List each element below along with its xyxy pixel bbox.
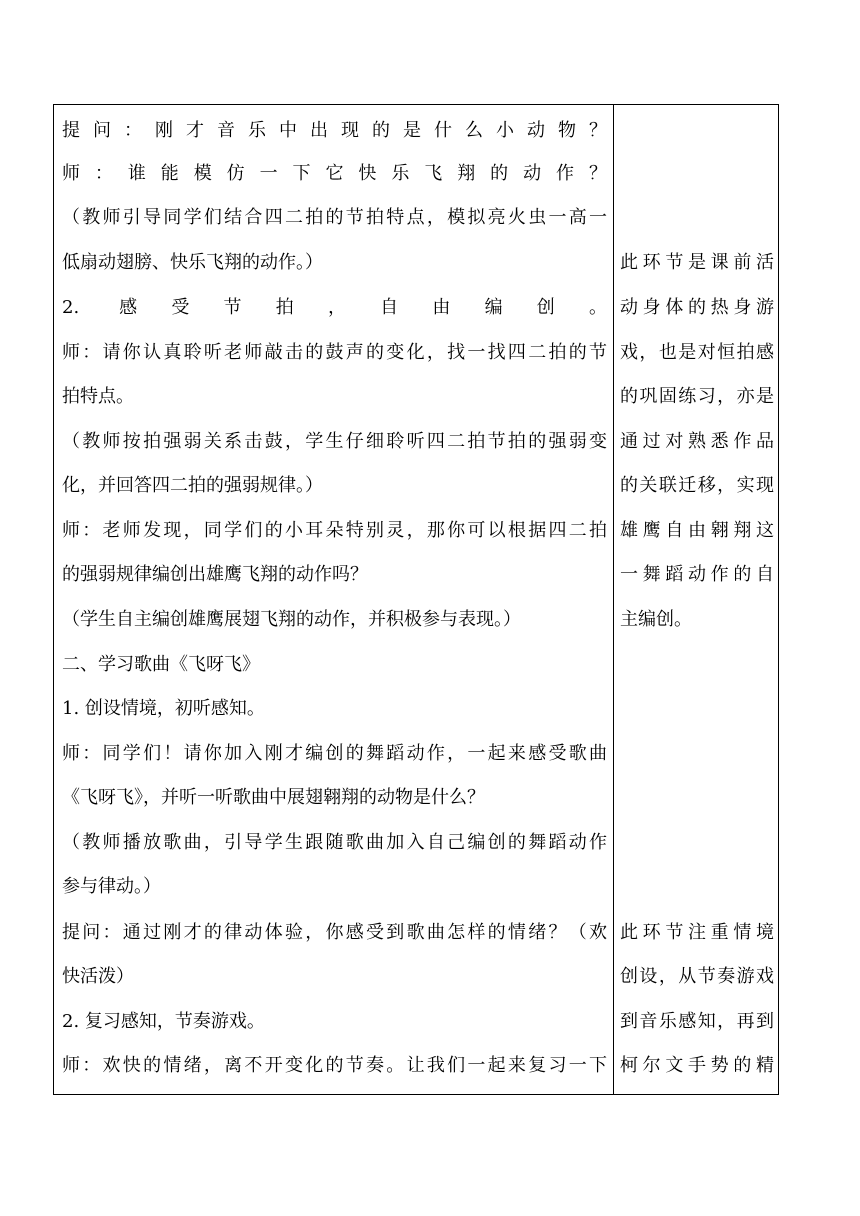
main-line: 提问：刚才音乐中出现的是什么小动物？: [62, 120, 607, 141]
main-line: 2. 感受节拍，自由编创。: [62, 297, 607, 318]
main-line: （教师按拍强弱关系击鼓，学生仔细聆听四二拍节拍的强弱变: [62, 431, 607, 452]
side-line: 通过对熟悉作品: [620, 431, 774, 452]
main-line: 《飞呀飞》，并听一听歌曲中展翅翱翔的动物是什么？: [62, 787, 485, 808]
column-divider: [613, 105, 614, 1094]
side-line: 柯尔文手势的精: [620, 1055, 774, 1076]
main-line: 师：请你认真聆听老师敲击的鼓声的变化，找一找四二拍的节: [62, 342, 607, 363]
section-heading: 二、学习歌曲《飞呀飞》: [62, 654, 260, 675]
main-line: （学生自主编创雄鹰展翅飞翔的动作，并积极参与表现。）: [62, 609, 521, 630]
main-line: 2. 复习感知，节奏游戏。: [62, 1011, 265, 1032]
lesson-plan-table: [53, 104, 779, 1095]
main-line: 提问：通过刚才的律动体验，你感受到歌曲怎样的情绪？（欢: [62, 922, 607, 943]
main-line: （教师引导同学们结合四二拍的节拍特点，模拟亮火虫一高一: [62, 207, 607, 228]
main-line: 拍特点。: [62, 386, 134, 407]
main-line: 快活泼）: [62, 966, 134, 987]
main-line: 1. 创设情境，初听感知。: [62, 698, 265, 719]
side-line: 的关联迁移，实现: [620, 475, 774, 496]
main-line: 师：谁能模仿一下它快乐飞翔的动作？: [62, 163, 607, 184]
side-line: 的巩固练习，亦是: [620, 386, 774, 407]
side-line: 此环节是课前活: [620, 252, 774, 273]
main-line: 低扇动翅膀、快乐飞翔的动作。）: [62, 252, 323, 273]
main-line: 师：老师发现，同学们的小耳朵特别灵，那你可以根据四二拍: [62, 520, 607, 541]
main-line: 化，并回答四二拍的强弱规律。）: [62, 475, 323, 496]
main-line: 参与律动。）: [62, 876, 161, 897]
side-line: 一舞蹈动作的自: [620, 564, 774, 585]
side-line: 雄鹰自由翱翔这: [620, 520, 774, 541]
side-line: 主编创。: [620, 609, 692, 630]
main-line: 的强弱规律编创出雄鹰飞翔的动作吗？: [62, 564, 368, 585]
main-line: 师：欢快的情绪，离不开变化的节奏。让我们一起来复习一下: [62, 1055, 607, 1076]
main-line: 师：同学们！请你加入刚才编创的舞蹈动作，一起来感受歌曲: [62, 743, 607, 764]
side-line: 创设，从节奏游戏: [620, 966, 774, 987]
side-line: 此环节注重情境: [620, 922, 774, 943]
side-line: 动身体的热身游: [620, 297, 774, 318]
main-line: （教师播放歌曲，引导学生跟随歌曲加入自己编创的舞蹈动作: [62, 832, 607, 853]
side-line: 到音乐感知，再到: [620, 1011, 774, 1032]
side-line: 戏，也是对恒拍感: [620, 342, 774, 363]
